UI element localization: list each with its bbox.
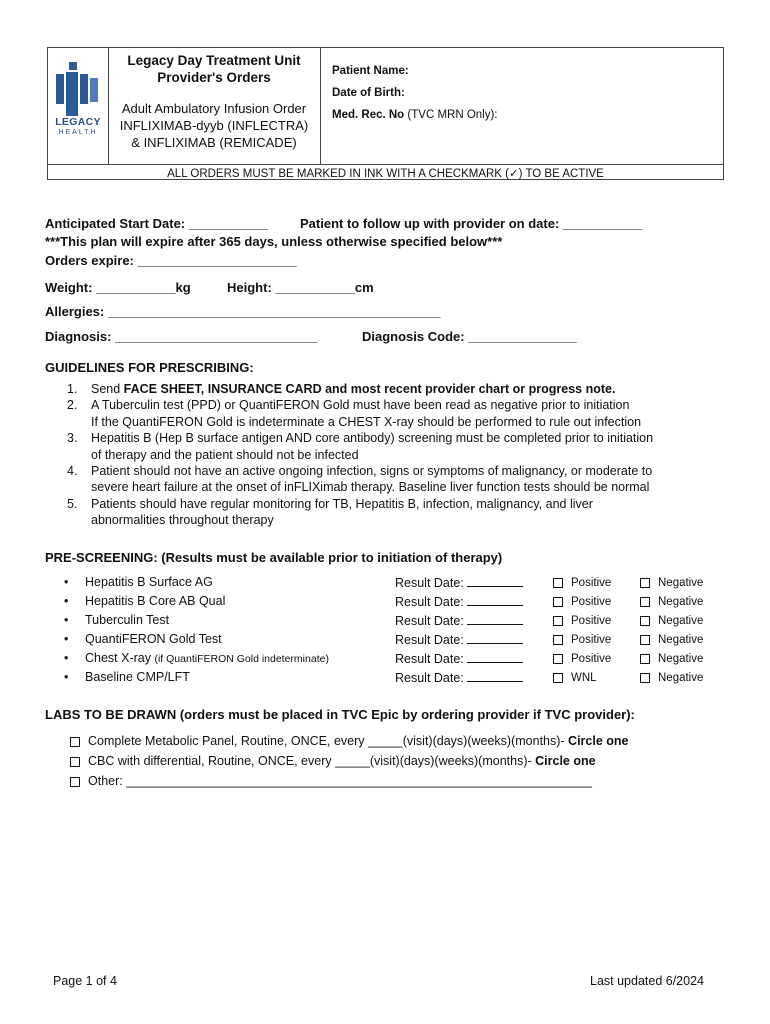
checkbox[interactable] — [640, 578, 650, 588]
divider — [48, 164, 723, 165]
checkbox[interactable] — [553, 673, 563, 683]
mrn-label: Med. Rec. No (TVC MRN Only): — [332, 109, 498, 121]
order-title-line: Adult Ambulatory Infusion Order — [121, 101, 307, 116]
dob-label: Date of Birth: — [332, 87, 405, 99]
result-date-row — [395, 632, 523, 651]
result-date-blank[interactable] — [467, 632, 523, 644]
expire-note: ***This plan will expire after 365 days, unless otherwise specified below*** — [45, 234, 503, 249]
bullet: • — [64, 613, 69, 627]
checkbox[interactable] — [640, 654, 650, 664]
lab-order-label: CBC with differential, Routine, ONCE, every _____(visit)(days)(weeks)(months)- — [88, 754, 536, 768]
test-name-text: Chest X-ray — [85, 651, 155, 665]
last-updated: Last updated 6/2024 — [590, 974, 704, 988]
result-option-label: WNL — [571, 672, 597, 684]
checkbox[interactable] — [70, 737, 80, 747]
result-option-label: Negative — [658, 672, 704, 684]
height-field[interactable]: Height: ___________cm — [227, 280, 374, 295]
lab-order-item[interactable] — [70, 774, 628, 794]
guideline-item — [45, 430, 725, 463]
prescreening-title: PRE-SCREENING: (Results must be available prior to initiation of therapy) — [45, 550, 503, 565]
circle-one-note: Circle one — [568, 734, 629, 748]
lab-order-text — [88, 754, 596, 768]
test-name — [85, 632, 222, 646]
result-date-blank[interactable] — [467, 651, 523, 663]
guideline-number: 2. — [67, 398, 78, 413]
bullet: • — [64, 575, 69, 589]
result-option-label: Negative — [658, 577, 704, 589]
test-name — [85, 670, 190, 684]
result-option-label: Negative — [658, 653, 704, 665]
result-option-label: Negative — [658, 615, 704, 627]
checkbox[interactable] — [553, 597, 563, 607]
checkbox[interactable] — [553, 616, 563, 626]
result-option-label: Positive — [571, 577, 612, 589]
header-box — [47, 47, 724, 180]
divider — [108, 48, 109, 165]
guideline-item — [45, 463, 725, 496]
result-option[interactable] — [553, 653, 611, 672]
orders-expire-field[interactable]: Orders expire: ______________________ — [45, 253, 297, 268]
checkbox[interactable] — [553, 654, 563, 664]
checkbox[interactable] — [70, 757, 80, 767]
guideline-continuation: If the QuantiFERON Gold is indeterminate a CHEST X-ray should be performed to rule out infection — [91, 414, 642, 429]
lab-order-text — [88, 734, 628, 748]
order-title-line: & INFLIXIMAB (REMICADE) — [131, 135, 297, 150]
page-number: Page 1 of 4 — [53, 974, 117, 988]
test-name-text: Hepatitis B Surface AG — [85, 575, 213, 589]
test-name — [85, 575, 213, 589]
test-name-text: Baseline CMP/LFT — [85, 670, 190, 684]
circle-one-note: Circle one — [535, 754, 596, 768]
checkbox[interactable] — [553, 578, 563, 588]
guideline-bold-text: FACE SHEET, INSURANCE CARD and most recent provider chart or progress note. — [123, 382, 616, 396]
result-date-blank[interactable] — [467, 670, 523, 682]
checkbox[interactable] — [70, 777, 80, 787]
result-date-label: Result Date: — [395, 614, 464, 628]
guideline-item — [45, 381, 725, 397]
result-option-list — [640, 577, 703, 691]
test-name-text: Tuberculin Test — [85, 613, 170, 627]
guidelines-title: GUIDELINES FOR PRESCRIBING: — [45, 360, 254, 375]
test-name — [85, 651, 329, 665]
result-option-label: Positive — [571, 615, 612, 627]
result-option[interactable] — [640, 615, 703, 634]
test-name-note: (if QuantiFERON Gold indeterminate) — [154, 653, 329, 665]
result-date-row — [395, 575, 523, 594]
result-option[interactable] — [640, 596, 703, 615]
bullet: • — [64, 670, 69, 684]
follow-up-field[interactable]: Patient to follow up with provider on date: ___________ — [300, 216, 643, 231]
divider — [320, 48, 321, 165]
guideline-number: 4. — [67, 464, 78, 479]
guideline-item — [45, 397, 725, 430]
test-name-text: Hepatitis B Core AB Qual — [85, 594, 226, 608]
guideline-number: 5. — [67, 496, 78, 511]
checkbox[interactable] — [640, 597, 650, 607]
lab-order-item[interactable] — [70, 734, 628, 754]
result-date-row — [395, 651, 523, 670]
result-date-row — [395, 594, 523, 613]
result-date-label: Result Date: — [395, 652, 464, 666]
checkbox[interactable] — [640, 635, 650, 645]
diagnosis-code-field[interactable]: Diagnosis Code: _______________ — [362, 329, 577, 344]
labs-title: LABS TO BE DRAWN (orders must be placed in TVC Epic by ordering provider if TVC provider): — [45, 707, 635, 722]
result-date-label: Result Date: — [395, 633, 464, 647]
guideline-continuation: severe heart failure at the onset of inFLIXimab therapy. Baseline liver function tests should be normal — [91, 480, 650, 495]
active-note: ALL ORDERS MUST BE MARKED IN INK WITH A CHECKMARK (✓) TO BE ACTIVE — [167, 168, 604, 180]
result-date-blank[interactable] — [467, 613, 523, 625]
result-date-list — [395, 575, 523, 689]
result-option-label: Positive — [571, 653, 612, 665]
test-name-text: QuantiFERON Gold Test — [85, 632, 222, 646]
labs-list — [70, 734, 628, 794]
allergies-field[interactable]: Allergies: ______________________________________________ — [45, 304, 441, 319]
result-option[interactable] — [553, 577, 611, 596]
guideline-item — [45, 496, 725, 529]
patient-name-label: Patient Name: — [332, 65, 409, 77]
result-option-label: Positive — [571, 634, 612, 646]
result-option-label: Positive — [571, 596, 612, 608]
guideline-continuation: of therapy and the patient should not be infected — [91, 447, 359, 462]
order-title-line: INFLIXIMAB-dyyb (INFLECTRA) — [119, 118, 309, 133]
checkbox[interactable] — [640, 616, 650, 626]
bullet: • — [64, 651, 69, 665]
start-date-field[interactable]: Anticipated Start Date: ___________ — [45, 216, 269, 231]
result-option-label: Negative — [658, 634, 704, 646]
result-date-blank[interactable] — [467, 575, 523, 587]
checkbox[interactable] — [640, 673, 650, 683]
bullet: • — [64, 594, 69, 608]
result-date-label: Result Date: — [395, 595, 464, 609]
orders-title: Provider's Orders — [157, 70, 271, 85]
unit-title: Legacy Day Treatment Unit — [127, 53, 301, 68]
result-option[interactable] — [553, 596, 611, 615]
result-option[interactable] — [640, 577, 703, 596]
result-date-label: Result Date: — [395, 576, 464, 590]
result-option[interactable] — [640, 634, 703, 653]
checkbox[interactable] — [553, 635, 563, 645]
result-option-label: Negative — [658, 596, 704, 608]
guideline-number: 1. — [67, 382, 78, 396]
weight-field[interactable]: Weight: ___________kg — [45, 280, 191, 295]
test-name — [85, 594, 225, 608]
diagnosis-field[interactable]: Diagnosis: ____________________________ — [45, 329, 318, 344]
result-option[interactable] — [553, 672, 611, 691]
result-date-label: Result Date: — [395, 671, 464, 685]
lab-order-label: Other: ___________________________________________________________________ — [88, 774, 592, 788]
guidelines-list — [45, 381, 725, 529]
bullet: • — [64, 632, 69, 646]
result-option[interactable] — [553, 615, 611, 634]
guideline-text: Send — [91, 382, 124, 396]
guideline-text: Patient should not have an active ongoing infection, signs or symptoms of malignancy, or moderate to — [91, 464, 653, 479]
result-option[interactable] — [640, 672, 703, 691]
result-option[interactable] — [553, 634, 611, 653]
result-option[interactable] — [640, 653, 703, 672]
guideline-text: A Tuberculin test (PPD) or QuantiFERON Gold must have been read as negative prior to initiation — [91, 398, 630, 413]
lab-order-item[interactable] — [70, 754, 628, 774]
guideline-text: Patients should have regular monitoring for TB, Hepatitis B, infection, malignancy, and liver — [91, 496, 593, 511]
result-date-row — [395, 613, 523, 632]
guideline-text: Hepatitis B (Hep B surface antigen AND core antibody) screening must be completed prior to initiation — [91, 431, 654, 446]
result-date-row — [395, 670, 523, 689]
guideline-number: 3. — [67, 431, 78, 446]
guideline-continuation: abnormalities throughout therapy — [91, 513, 274, 528]
test-name — [85, 613, 169, 627]
lab-order-text — [88, 774, 592, 788]
result-date-blank[interactable] — [467, 594, 523, 606]
result-option-list — [553, 577, 611, 691]
legacy-health-logo: LEGACY HEALTH — [48, 48, 108, 164]
lab-order-label: Complete Metabolic Panel, Routine, ONCE, every _____(visit)(days)(weeks)(months)- — [88, 734, 569, 748]
